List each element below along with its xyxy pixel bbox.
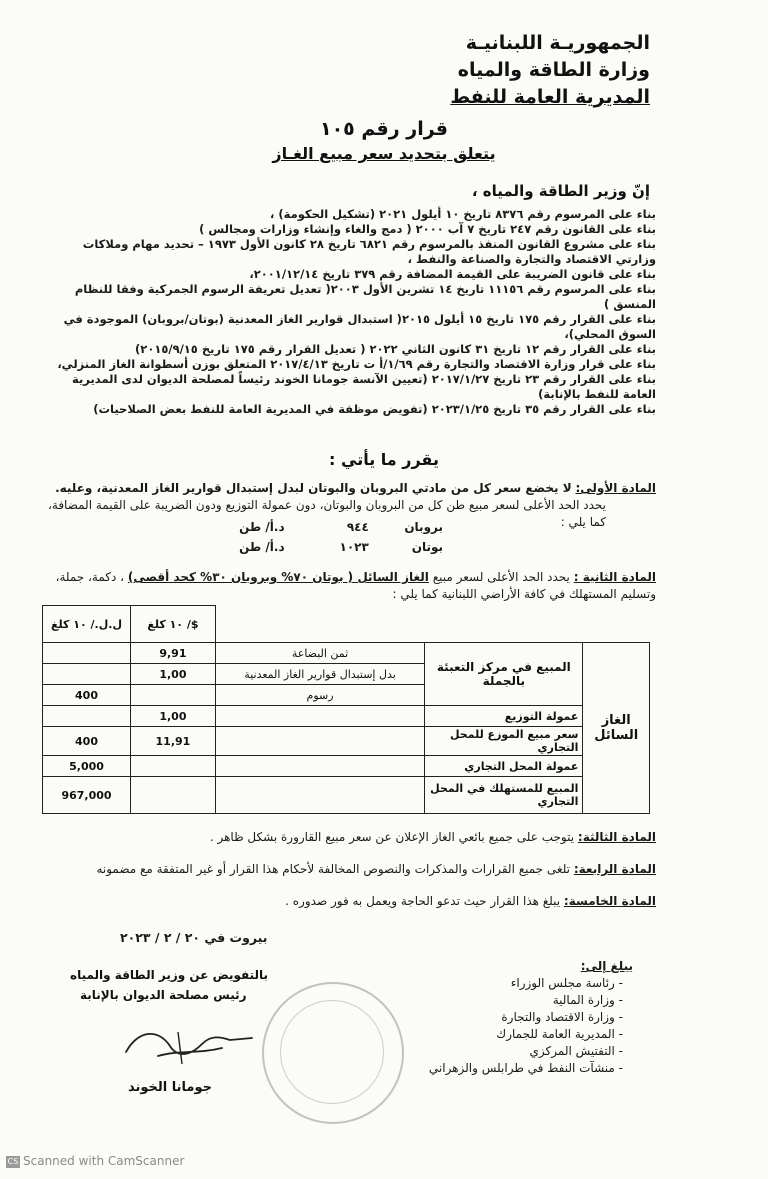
preamble-item: بناء على مشروع القانون المنفذ بالمرسوم رقم ٦٨٢١ تاريخ ٢٨ كانون الأول ١٩٧٣ – تحديد مهام وملاكات وزارتي الاقتصاد والتجارة والصناعة والنفط ، xyxy=(82,237,656,266)
article-2-label: المادة الثانية : xyxy=(573,570,656,584)
preamble-item: بناء على المرسوم رقم ٨٣٧٦ تاريخ ١٠ أيلول ٢٠٢١ (تشكيل الحكومة) ، xyxy=(270,207,656,221)
col-header-usd: $/ ١٠ كلغ xyxy=(131,606,216,643)
preamble-item: بناء على قانون الضريبة على القيمة المضافة رقم ٣٧٩ تاريخ ٢٠٠١/١٢/١٤، xyxy=(249,267,656,281)
usd-cell xyxy=(131,777,216,814)
preamble-item: بناء على المرسوم رقم ١١١٥٦ تاريخ ١٤ تشرين الأول ٢٠٠٣( تعديل تعريفة الرسوم الجمركية وفقا للنظام المنسق ) xyxy=(74,282,656,311)
list-item: - رئاسة مجلس الوزراء xyxy=(429,975,623,992)
empty-cell xyxy=(215,756,425,777)
preamble-item: بناء على القرار رقم ١٧٥ تاريخ ١٥ أيلول ٢٠١٥( استبدال قوارير الغاز المعدنية (بوتان/بروبان) الموجودة في السوق المحلي)، xyxy=(63,312,656,341)
usd-cell: 1,00 xyxy=(131,706,216,727)
table-row xyxy=(43,643,650,664)
col-header-lbp: ل.ل./ ١٠ كلغ xyxy=(43,606,131,643)
item-cell: رسوم xyxy=(215,685,425,706)
table-row xyxy=(43,756,650,777)
table-row xyxy=(43,777,650,814)
lbp-cell: 400 xyxy=(43,727,131,756)
list-item: - وزارة المالية xyxy=(429,992,623,1009)
usd-cell: 1,00 xyxy=(131,664,216,685)
lbp-cell xyxy=(43,643,131,664)
lbp-cell xyxy=(43,706,131,727)
lbp-cell: 967,000 xyxy=(43,777,131,814)
price-row-propane xyxy=(239,520,443,534)
decides-heading: يقرر ما يأتي : xyxy=(329,450,439,469)
lbp-cell: 5,000 xyxy=(43,756,131,777)
date-line: بيروت في ٢٠ / ٢ / ٢٠٢٣ xyxy=(120,930,268,945)
list-item: - التفتيش المركزي xyxy=(429,1043,623,1060)
price-unit: د.أ/ طن xyxy=(239,520,285,534)
empty-cell xyxy=(215,727,425,756)
article-3-label: المادة الثالثة: xyxy=(577,830,656,844)
price-unit: د.أ/ طن xyxy=(239,540,285,554)
signature-line-2: رئيس مصلحة الديوان بالإنابة xyxy=(80,988,247,1002)
letterhead-republic: الجمهوريـة اللبنانيـة xyxy=(465,32,650,54)
list-item: - منشآت النفط في طرابلس والزهراني xyxy=(429,1060,623,1077)
article-4-label: المادة الرابعة: xyxy=(573,862,656,876)
lbp-cell xyxy=(43,664,131,685)
empty-cell xyxy=(215,777,425,814)
article-3-text: يتوجب على جميع بائعي الغاز الإعلان عن سعر مبيع القارورة بشكل ظاهر . xyxy=(209,830,575,844)
summary-label: عمولة التوزيع xyxy=(425,706,583,727)
minister-line: إنّ وزير الطاقة والمياه ، xyxy=(471,182,650,200)
distribution-list xyxy=(428,958,633,1077)
item-cell: بدل إستبدال قوارير الغاز المعدنية xyxy=(215,664,425,685)
article-5 xyxy=(46,893,656,910)
article-5-text: يبلغ هذا القرار حيث تدعو الحاجة ويعمل به فور صدوره . xyxy=(285,894,561,908)
article-2-underlined: الغاز السائل ( بوتان ٧٠% وبروبان ٣٠% كحد أقصى) xyxy=(127,570,429,584)
article-2 xyxy=(46,569,656,603)
camscanner-watermark xyxy=(6,1154,184,1168)
table-header-row xyxy=(43,606,650,643)
item-cell: ثمن البضاعة xyxy=(215,643,425,664)
empty-cell xyxy=(215,706,425,727)
list-item: - وزارة الاقتصاد والتجارة xyxy=(429,1009,623,1026)
list-item: - المديرية العامة للجمارك xyxy=(429,1026,623,1043)
letterhead-directorate: المديرية العامة للنفط xyxy=(450,86,650,108)
usd-cell: 9,91 xyxy=(131,643,216,664)
summary-label: عمولة المحل التجاري xyxy=(425,756,583,777)
camscanner-logo-icon: CS xyxy=(7,1156,19,1166)
preamble-item: بناء على القانون رقم ٢٤٧ تاريخ ٧ آب ٢٠٠٠ ( دمج والغاء وإنشاء وزارات ومجالس ) xyxy=(199,222,656,236)
official-stamp-inner xyxy=(280,1000,384,1104)
group-label: الغاز السائل xyxy=(583,643,650,814)
summary-label: المبيع للمستهلك في المحل التجاري xyxy=(425,777,583,814)
table-row xyxy=(43,706,650,727)
article-3 xyxy=(46,829,656,846)
article-2-text-1: يحدد الحد الأعلى لسعر مبيع xyxy=(432,570,570,584)
handwritten-signature-icon xyxy=(118,1020,258,1070)
article-1-label: المادة الأولى: xyxy=(575,481,656,495)
lbp-cell: 400 xyxy=(43,685,131,706)
article-1-headline: لا يخضع سعر كل من مادتي البروبان والبوتان لبدل إستبدال قوارير الغاز المعدنية، وعليه. xyxy=(55,481,572,495)
decision-subject: يتعلق بتحديد سعر مبيع الغـاز xyxy=(272,144,496,163)
preamble xyxy=(56,207,656,417)
usd-cell xyxy=(131,756,216,777)
wholesale-label: المبيع في مركز التعبئة بالجملة xyxy=(425,643,583,706)
signatory-name: جومانا الخوند xyxy=(128,1080,212,1095)
preamble-item: بناء على القرار رقم ٢٣ تاريخ ٢٠١٧/١/٢٧ (تعيين الآنسة جومانا الخوند رئيساً لمصلحة الديوان لدى المديرية العامة للنفط بالإنابة) xyxy=(72,372,656,401)
preamble-item: بناء على القرار رقم ١٢ تاريخ ٣١ كانون الثاني ٢٠٢٢ ( تعديل القرار رقم ١٧٥ تاريخ ٢٠١٥/٩/١٥) xyxy=(135,342,656,356)
summary-label: سعر مبيع الموزع للمحل التجاري xyxy=(425,727,583,756)
price-name: بروبان xyxy=(404,520,443,534)
article-5-label: المادة الخامسة: xyxy=(563,894,656,908)
price-name: بوتان xyxy=(411,540,443,554)
price-value: ٩٤٤ xyxy=(346,520,369,534)
price-value: ١٠٢٣ xyxy=(339,540,369,554)
usd-cell: 11,91 xyxy=(131,727,216,756)
article-4 xyxy=(46,861,656,878)
article-4-text: تلغى جميع القرارات والمذكرات والنصوص المخالفة لأحكام هذا القرار أو غير المتفقة مع مضمونه xyxy=(96,862,571,876)
decision-number: قرار رقم ١٠٥ xyxy=(319,118,448,140)
letterhead xyxy=(450,30,650,111)
signature-line-1: بالتفويض عن وزير الطاقة والمياه xyxy=(70,968,269,982)
article-1-text: يحدد الحد الأعلى لسعر مبيع طن كل من البروبان والبوتان، دون عمولة التوزيع ودون الضريبة على القيمة المضافة، كما يلي : xyxy=(48,498,606,529)
letterhead-ministry: وزارة الطاقة والمياه xyxy=(457,59,650,81)
price-table xyxy=(42,605,650,814)
watermark-text: Scanned with CamScanner xyxy=(23,1154,185,1168)
usd-cell xyxy=(131,685,216,706)
preamble-item: بناء على القرار رقم ٣٥ تاريخ ٢٠٢٣/١/٢٥ (تفويض موظفة في المديرية العامة للنفط بعض الصلاحيات) xyxy=(93,402,656,416)
price-row-butane xyxy=(239,540,443,554)
article-2-text-2: ، دكمة، جملة، وتسليم المستهلك في كافة الأراضي اللبنانية كما يلي : xyxy=(55,570,656,601)
preamble-item: بناء على قرار وزارة الاقتصاد والتجارة رقم ١/٦٩/أ ت تاريخ ٢٠١٧/٤/١٣ المتعلق بوزن أسطوانة الغاز المنزلي، xyxy=(57,357,656,371)
table-row xyxy=(43,727,650,756)
distribution-title: يبلغ إلى: xyxy=(580,959,633,973)
